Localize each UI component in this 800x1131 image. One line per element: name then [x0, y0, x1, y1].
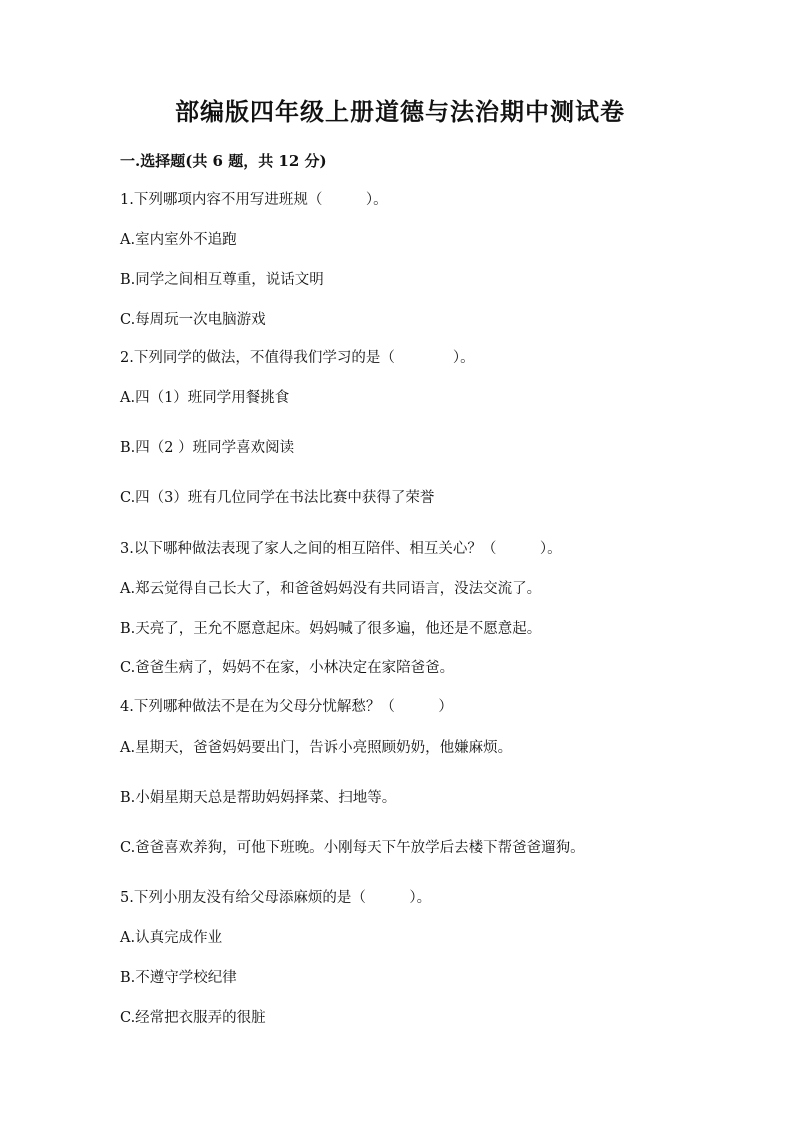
question-5-option-c: C.经常把衣服弄的很脏	[120, 1010, 266, 1026]
question-2-option-a: A.四（1）班同学用餐挑食	[120, 390, 290, 406]
question-1-option-c: C.每周玩一次电脑游戏	[120, 312, 266, 328]
section-heading: 一.选择题(共 6 题，共 12 分)	[120, 152, 327, 170]
question-2-stem: 2.下列同学的做法，不值得我们学习的是（ ）。	[120, 350, 475, 366]
question-2-option-c: C.四（3）班有几位同学在书法比赛中获得了荣誉	[120, 490, 435, 506]
question-1-option-b: B.同学之间相互尊重，说话文明	[120, 272, 324, 288]
question-1-option-a: A.室内室外不追跑	[120, 232, 237, 248]
question-4-option-c: C.爸爸喜欢养狗，可他下班晚。小刚每天下午放学后去楼下帮爸爸遛狗。	[120, 840, 585, 856]
question-2-option-b: B.四（2 ）班同学喜欢阅读	[120, 440, 295, 456]
question-3-option-b: B.天亮了，王允不愿意起床。妈妈喊了很多遍，他还是不愿意起。	[120, 621, 542, 637]
question-4-stem: 4.下列哪种做法不是在为父母分忧解愁？（ ）	[120, 699, 453, 715]
question-3-option-a: A.郑云觉得自己长大了，和爸爸妈妈没有共同语言，没法交流了。	[120, 581, 542, 597]
question-1-stem: 1.下列哪项内容不用写进班规（ ）。	[120, 192, 388, 208]
question-3-stem: 3.以下哪种做法表现了家人之间的相互陪伴、相互关心？（ ）。	[120, 541, 562, 557]
page-title: 部编版四年级上册道德与法治期中测试卷	[175, 97, 625, 126]
question-5-option-b: B.不遵守学校纪律	[120, 970, 237, 986]
question-4-option-a: A.星期天，爸爸妈妈要出门，告诉小亮照顾奶奶，他嫌麻烦。	[120, 740, 513, 756]
question-4-option-b: B.小娟星期天总是帮助妈妈择菜、扫地等。	[120, 790, 397, 806]
question-3-option-c: C.爸爸生病了，妈妈不在家，小林决定在家陪爸爸。	[120, 660, 455, 676]
question-5-stem: 5.下列小朋友没有给父母添麻烦的是（ ）。	[120, 890, 432, 906]
question-5-option-a: A.认真完成作业	[120, 930, 223, 946]
